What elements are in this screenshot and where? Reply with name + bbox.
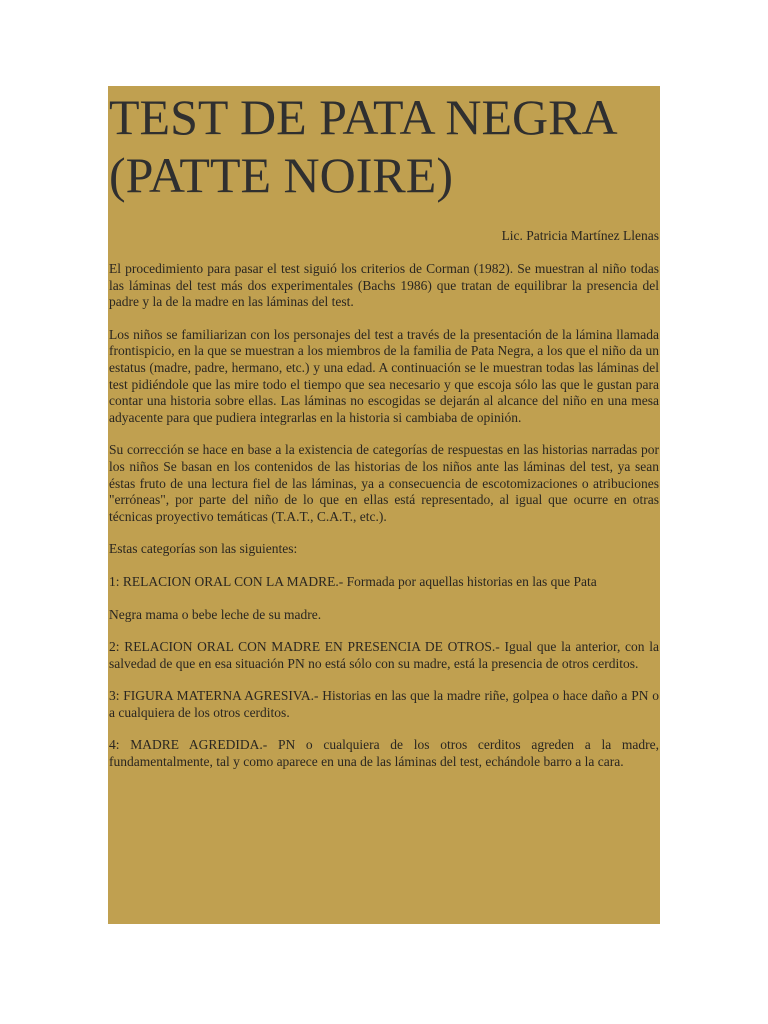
paragraph-category-4: 4: MADRE AGREDIDA.- PN o cualquiera de los otros cerditos agreden a la madre, fundamentalmente, tal y como aparece en una de las láminas del test, echándole barro a la cara. — [109, 737, 659, 770]
paragraph-familiarization: Los niños se familiarizan con los personajes del test a través de la presentación de la lámina llamada frontispicio, en la que se muestran a los miembros de la familia de Pata Negra, a los que el niño da un estatus (madre, padre, hermano, etc.) y una edad. A continuación se le muestran todas las láminas del test pidiéndole que las mire todo el tiempo que sea necesario y que escoja sólo las que le gustan para contar una historia sobre ellas. Las láminas no escogidas se dejarán al alcance del niño en una mesa adyacente para que pudiera integrarlas en la historia si cambiaba de opinión. — [109, 326, 659, 425]
document-page — [108, 86, 660, 924]
document-title: TEST DE PATA NEGRA (PATTE NOIRE) — [109, 89, 615, 203]
paragraph-category-3: 3: FIGURA MATERNA AGRESIVA.- Historias en las que la madre riñe, golpea o hace daño a PN o a cualquiera de los otros cerditos. — [109, 688, 659, 720]
paragraph-category-1-cont: Negra mama o bebe leche de su madre. — [109, 606, 322, 622]
paragraph-correction: Su corrección se hace en base a la existencia de categorías de respuestas en las historias narradas por los niños Se basan en los contenidos de las historias de los niños ante las láminas del test, ya sean éstas fruto de una lectura fiel de las láminas, ya a consecuencia de escotomizaciones o atribuciones "erróneas", por parte del niño de lo que en ellas está representado, al igual que ocurre en otras técnicas proyectivo temáticas (T.A.T., C.A.T., etc.). — [109, 442, 659, 524]
paragraph-procedure: El procedimiento para pasar el test siguió los criterios de Corman (1982). Se muestran al niño todas las láminas del test más dos experimentales (Bachs 1986) que tratan de equilibrar la presencia del padre y la de la madre en las láminas del test. — [109, 261, 659, 310]
paragraph-category-1: 1: RELACION ORAL CON LA MADRE.- Formada por aquellas historias en las que Pata — [109, 573, 597, 589]
paragraph-category-2: 2: RELACION ORAL CON MADRE EN PRESENCIA DE OTROS.- Igual que la anterior, con la salvedad de que en esa situación PN no está sólo con su madre, está la presencia de otros cerditos. — [109, 639, 659, 671]
author-line: Lic. Patricia Martínez Llenas — [501, 228, 659, 243]
paragraph-categories-intro: Estas categorías son las siguientes: — [109, 541, 298, 557]
